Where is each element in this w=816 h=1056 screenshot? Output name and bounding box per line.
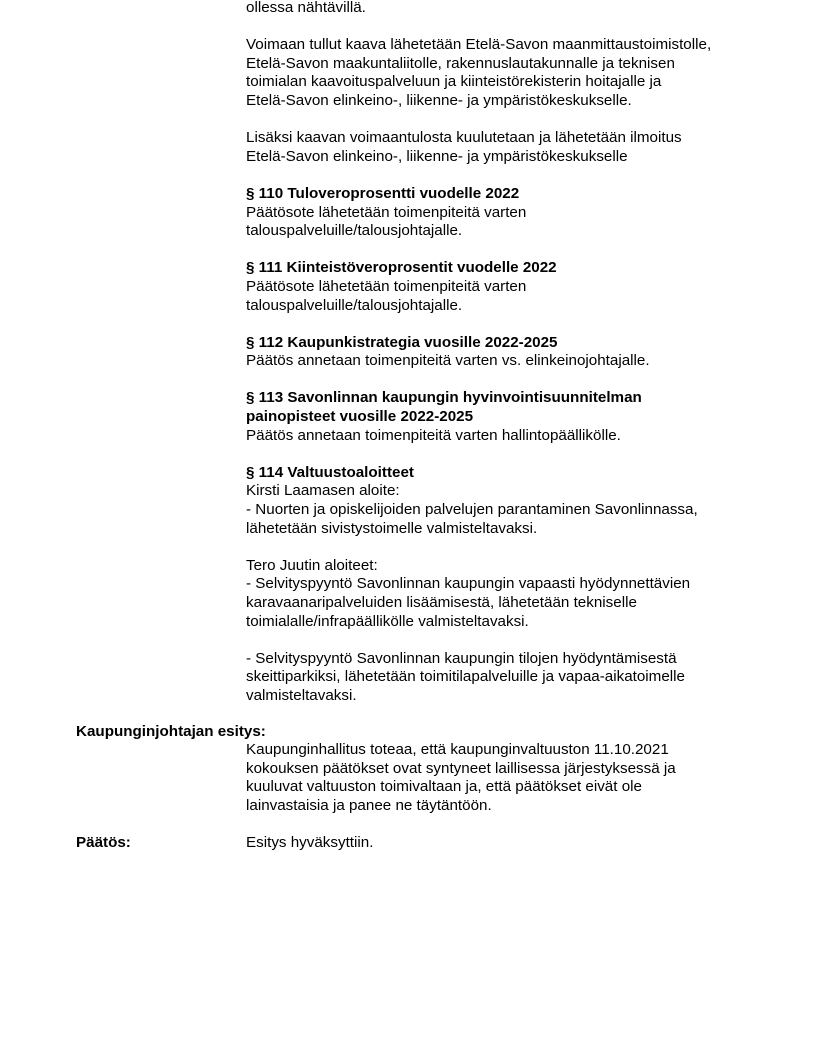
- text-line: Lisäksi kaavan voimaantulosta kuulutetaan ja lähetetään ilmoitus: [246, 129, 682, 147]
- text-line: toimialan kaavoituspalveluun ja kiinteistörekisterin hoitajalle ja: [246, 73, 662, 91]
- text-line: Kaupunginhallitus toteaa, että kaupunginvaltuuston 11.10.2021: [246, 741, 669, 758]
- section-heading: painopisteet vuosille 2022-2025: [246, 408, 474, 426]
- proposal-label: Kaupunginjohtajan esitys:: [76, 723, 266, 740]
- text-line: Voimaan tullut kaava lähetetään Etelä-Savon maanmittaustoimistolle,: [246, 36, 712, 54]
- text-line: talouspalveluille/talousjohtajalle.: [246, 296, 463, 314]
- intro-paragraph: [246, 0, 746, 18]
- text-line: valmisteltavaksi.: [246, 686, 357, 704]
- text-line: karavaanaripalveluiden lisäämisestä, lähetetään tekniselle: [246, 594, 637, 611]
- section-111: [246, 259, 746, 315]
- section-110: [246, 185, 746, 241]
- text-line: Etelä-Savon elinkeino-, liikenne- ja ympäristökeskukselle.: [246, 91, 632, 109]
- section-113: [246, 389, 746, 445]
- text-line: Etelä-Savon maakuntaliitolle, rakennuslautakunnalle ja teknisen: [246, 54, 675, 72]
- text-line: kokouksen päätökset ovat syntyneet laillisessa järjestyksessä ja: [246, 759, 676, 777]
- juuti-initiative-2: [246, 650, 746, 706]
- decision-text: Esitys hyväksyttiin.: [246, 834, 374, 851]
- section-heading: § 114 Valtuustoaloitteet: [246, 463, 414, 481]
- section-114: [246, 464, 746, 538]
- minutes-body: [246, 0, 746, 724]
- announcement-paragraph: [246, 129, 746, 166]
- decision-label: Päätös:: [76, 834, 131, 851]
- section-112: [246, 334, 746, 371]
- text-line: ollessa nähtävillä.: [246, 0, 366, 16]
- initiative-author: Tero Juutin aloiteet:: [246, 556, 378, 574]
- text-line: toimialalle/infrapäällikölle valmisteltavaksi.: [246, 612, 529, 630]
- text-line: Päätös annetaan toimenpiteitä varten hallintopäällikölle.: [246, 426, 621, 444]
- juuti-initiatives: [246, 557, 746, 631]
- text-line: skeittiparkiksi, lähetetään toimitilapalveluille ja vapaa-aikatoimelle: [246, 668, 685, 686]
- text-line: Päätös annetaan toimenpiteitä varten vs. elinkeinojohtajalle.: [246, 352, 650, 370]
- proposal-text: [246, 741, 676, 815]
- text-line: - Selvityspyyntö Savonlinnan kaupungin tilojen hyödyntämisestä: [246, 649, 677, 667]
- text-line: kuuluvat valtuuston toimivaltaan ja, että päätökset eivät ole: [246, 778, 642, 796]
- section-heading: § 113 Savonlinnan kaupungin hyvinvointisuunnitelman: [246, 389, 642, 407]
- text-line: - Selvityspyyntö Savonlinnan kaupungin vapaasti hyödynnettävien: [246, 575, 691, 593]
- section-heading: § 112 Kaupunkistrategia vuosille 2022-2025: [246, 333, 558, 351]
- text-line: Päätösote lähetetään toimenpiteitä varten: [246, 277, 527, 295]
- text-line: lähetetään sivistystoimelle valmisteltavaksi.: [246, 519, 538, 537]
- section-heading: § 111 Kiinteistöveroprosentit vuodelle 2022: [246, 259, 557, 277]
- distribution-paragraph: [246, 36, 746, 110]
- text-line: talouspalveluille/talousjohtajalle.: [246, 222, 463, 240]
- text-line: Etelä-Savon elinkeino-, liikenne- ja ympäristökeskukselle: [246, 147, 628, 165]
- initiative-author: Kirsti Laamasen aloite:: [246, 482, 400, 500]
- text-line: Päätösote lähetetään toimenpiteitä varten: [246, 203, 527, 221]
- text-line: - Nuorten ja opiskelijoiden palvelujen parantaminen Savonlinnassa,: [246, 501, 698, 519]
- text-line: lainvastaisia ja panee ne täytäntöön.: [246, 796, 492, 814]
- section-heading: § 110 Tuloveroprosentti vuodelle 2022: [246, 184, 520, 202]
